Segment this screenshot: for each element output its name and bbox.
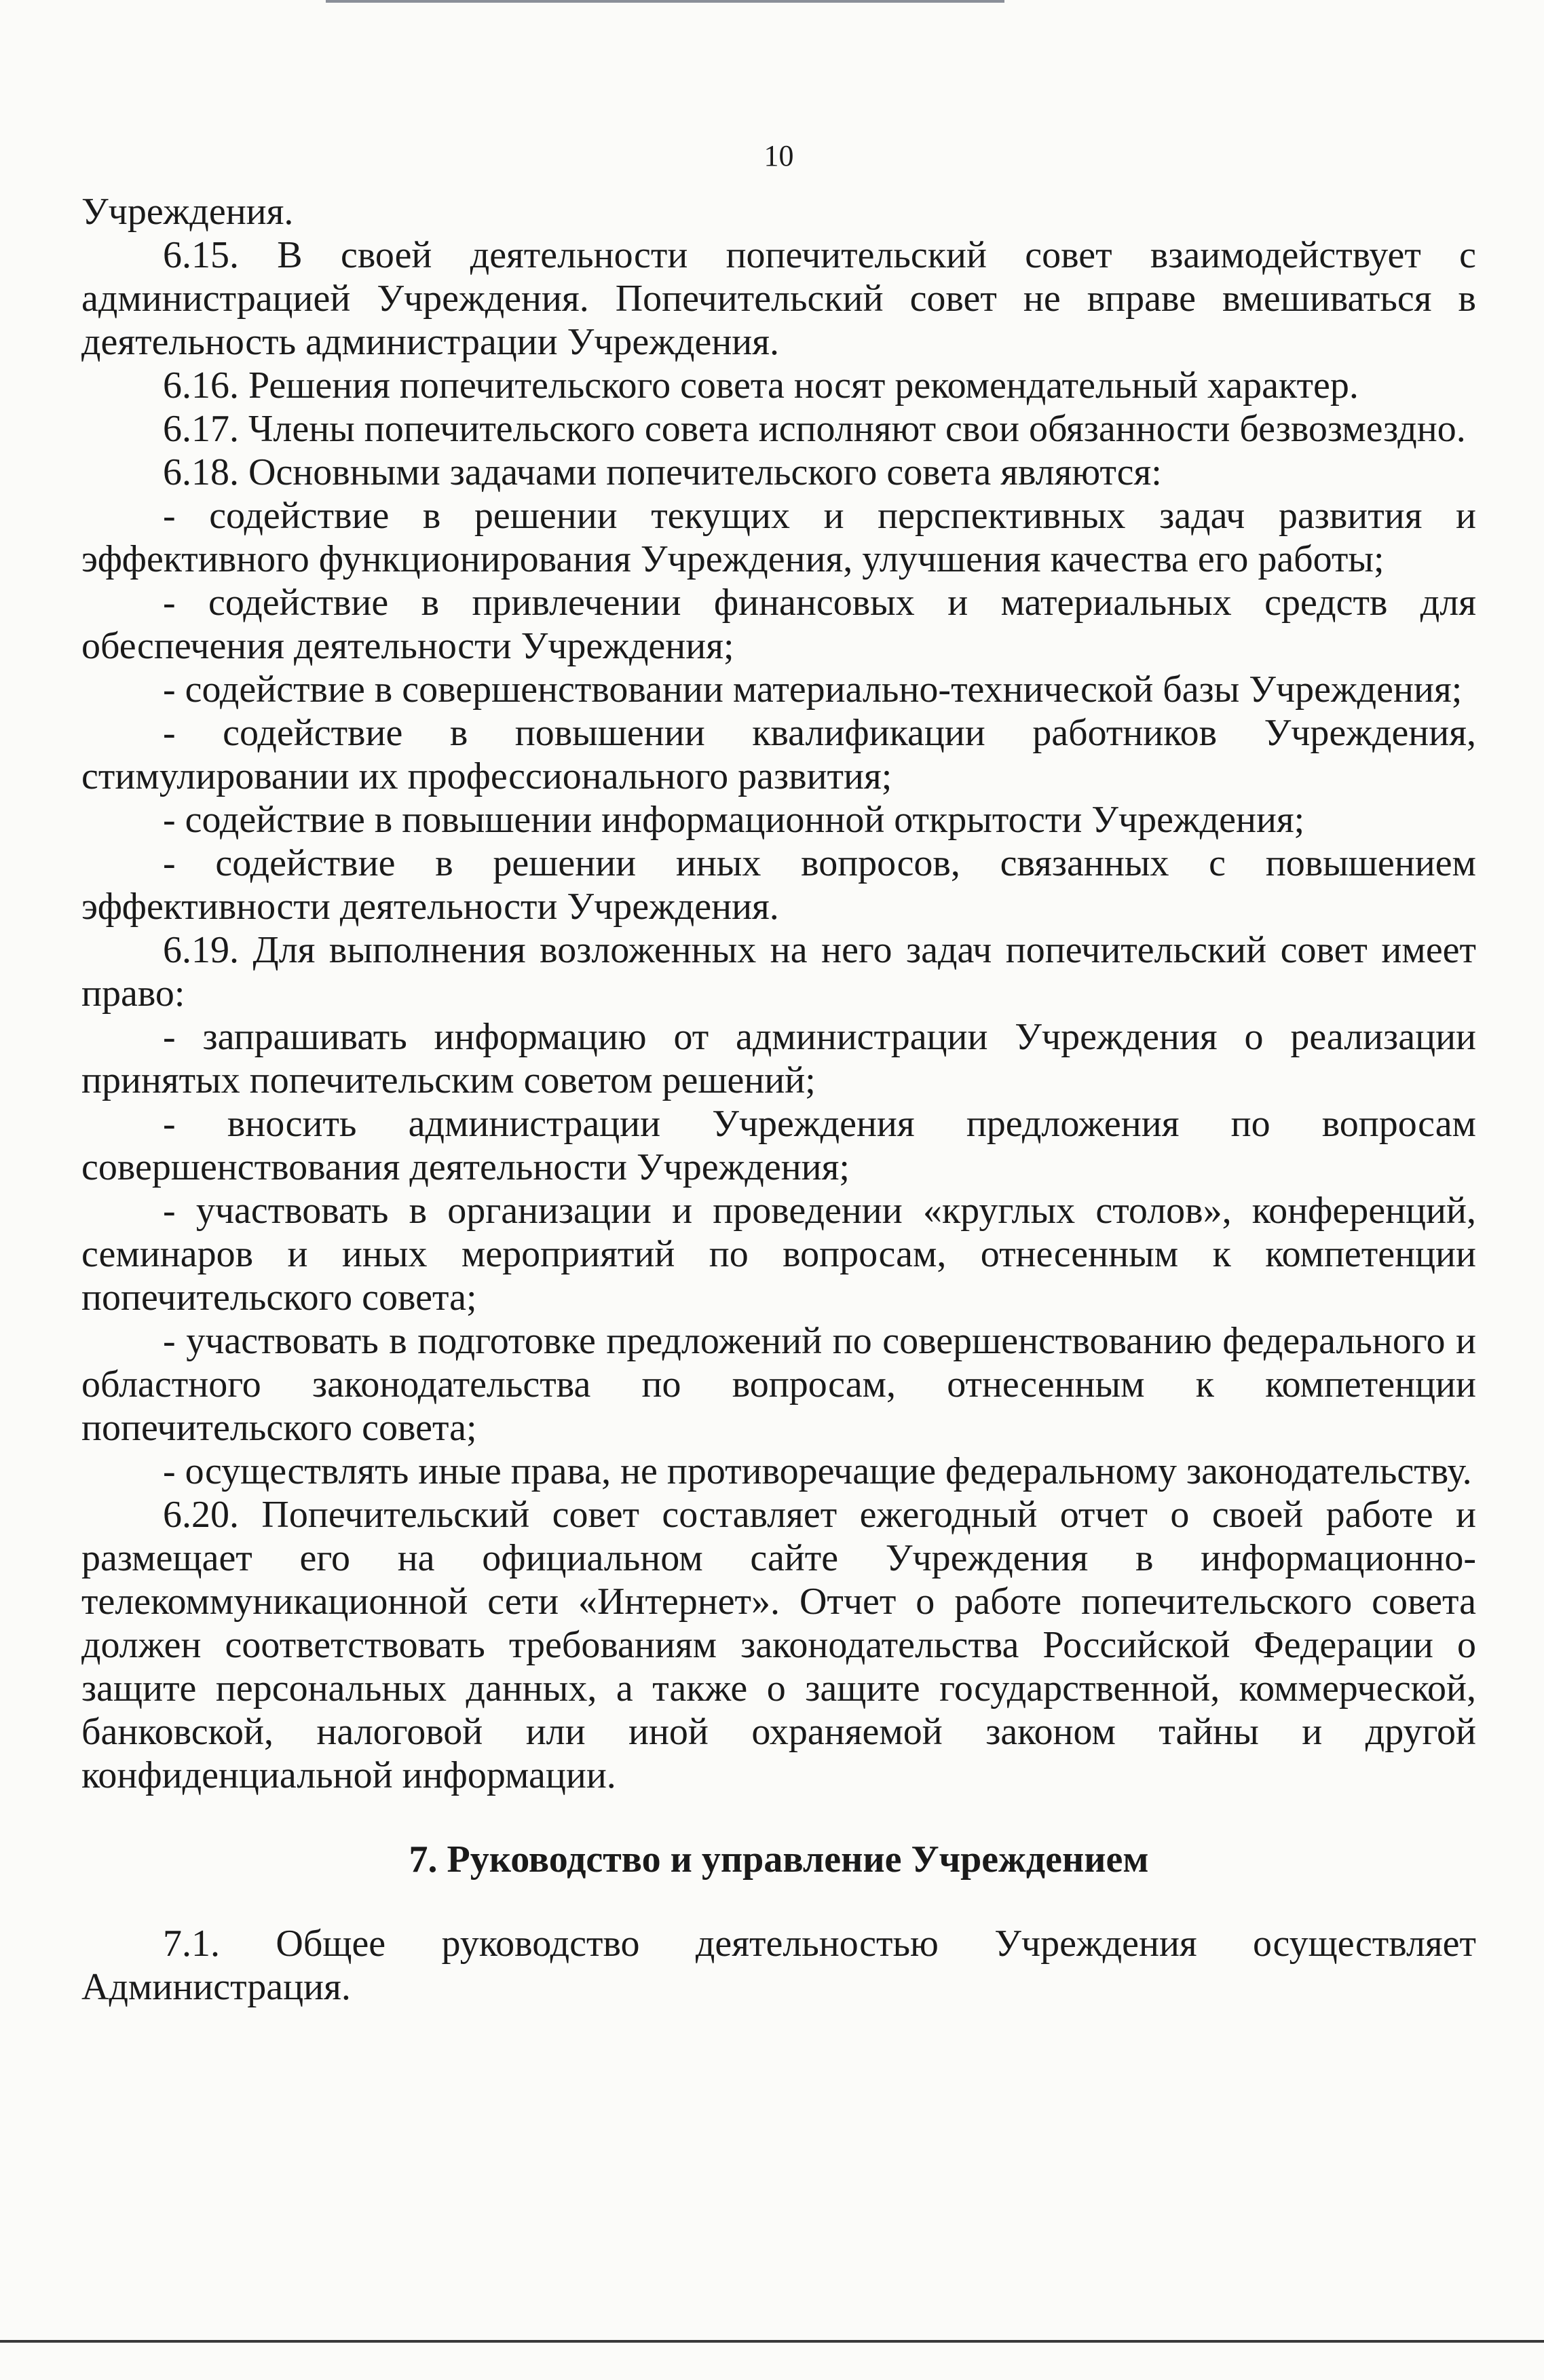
- list-item-task-5: - содействие в повышении информационной открытости Учреждения;: [163, 799, 1305, 841]
- section-heading: 7. Руководство и управление Учреждением: [409, 1838, 1149, 1881]
- list-item-right-2: - вносить администрации Учреждения предложения по вопросам совершенствования деятельности Учреждения;: [81, 1103, 1476, 1188]
- paragraph-6-15: 6.15. В своей деятельности попечительский совет взаимодействует с администрацией Учреждения. Попечительский совет не вправе вмешиваться в деятельность администрации Учреждения.: [81, 234, 1476, 363]
- list-item-task-6: - содействие в решении иных вопросов, связанных с повышением эффективности деятельности Учреждения.: [81, 842, 1476, 928]
- document-page: [81, 136, 1476, 2009]
- page-number: 10: [764, 139, 794, 172]
- list-item-right-3: - участвовать в организации и проведении «круглых столов», конференций, семинаров и иных мероприятий по вопросам, отнесенным к компетенции попечительского совета;: [81, 1190, 1476, 1319]
- list-item-right-1: - запрашивать информацию от администрации Учреждения о реализации принятых попечительским советом решений;: [81, 1016, 1476, 1101]
- paragraph-6-18: 6.18. Основными задачами попечительского совета являются:: [163, 451, 1162, 493]
- paragraph-6-16: 6.16. Решения попечительского совета носят рекомендательный характер.: [163, 364, 1359, 407]
- scan-top-edge: [326, 0, 1004, 3]
- list-item-task-3: - содействие в совершенствовании материально-технической базы Учреждения;: [163, 668, 1463, 711]
- list-item-right-5: - осуществлять иные права, не противоречащие федеральному законодательству.: [163, 1450, 1472, 1492]
- list-item-task-4: - содействие в повышении квалификации работников Учреждения, стимулировании их профессионального развития;: [81, 712, 1476, 797]
- paragraph-6-17: 6.17. Члены попечительского совета исполняют свои обязанности безвозмездно.: [163, 408, 1466, 450]
- list-item-right-4: - участвовать в подготовке предложений по совершенствованию федерального и областного законодательства по вопросам, отнесенным к компетенции попечительского совета;: [81, 1320, 1476, 1449]
- list-item-task-1: - содействие в решении текущих и перспективных задач развития и эффективного функционирования Учреждения, улучшения качества его работы;: [81, 495, 1476, 580]
- paragraph-6-20: 6.20. Попечительский совет составляет ежегодный отчет о своей работе и размещает его на официальном сайте Учреждения в информационно-телекоммуникационной сети «Интернет». Отчет о работе попечительского совета должен соответствовать требованиям законодательства Российской Федерации о защите персональных данных, а также о защите государственной, коммерческой, банковской, налоговой или иной охраняемой законом тайны и другой конфиденциальной информации.: [81, 1494, 1476, 1796]
- list-item-task-2: - содействие в привлечении финансовых и материальных средств для обеспечения деятельности Учреждения;: [81, 582, 1476, 667]
- paragraph-7-1: 7.1. Общее руководство деятельностью Учреждения осуществляет Администрация.: [81, 1923, 1476, 2008]
- paragraph-continuation: Учреждения.: [81, 191, 294, 233]
- paragraph-6-19: 6.19. Для выполнения возложенных на него задач попечительский совет имеет право:: [81, 929, 1476, 1015]
- scan-bottom-edge: [0, 2340, 1544, 2343]
